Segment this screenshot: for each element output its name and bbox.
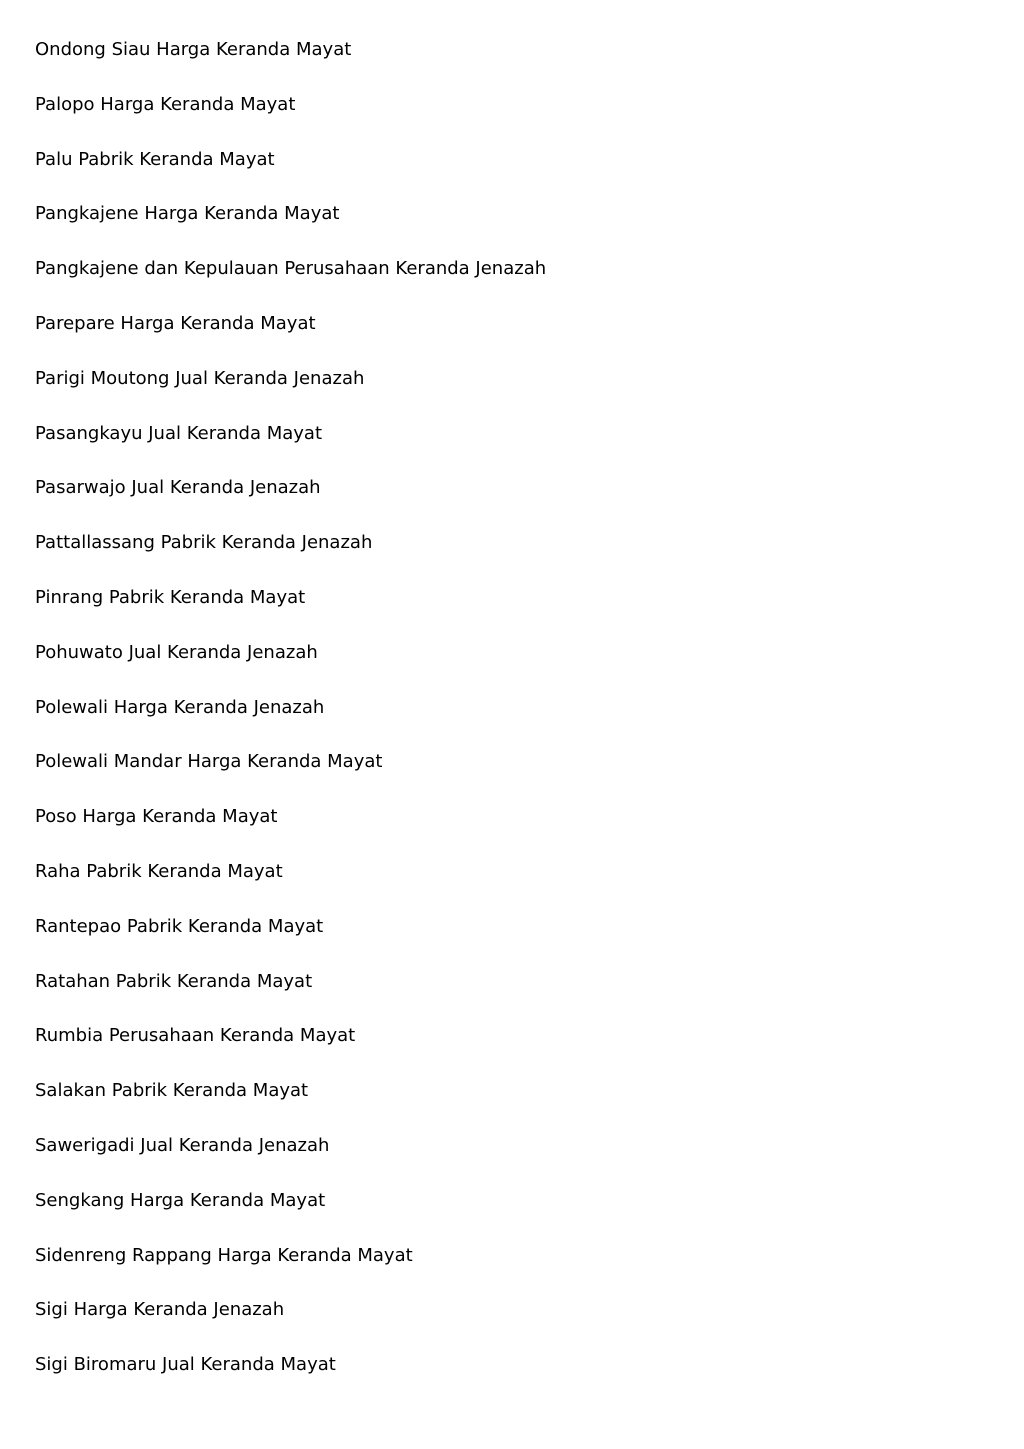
- entry-list: [35, 36, 995, 1406]
- list-item: Pangkajene Harga Keranda Mayat: [35, 203, 340, 225]
- list-item: Ratahan Pabrik Keranda Mayat: [35, 970, 313, 992]
- list-item: Sidenreng Rappang Harga Keranda Mayat: [35, 1244, 413, 1266]
- list-item: Rantepao Pabrik Keranda Mayat: [35, 915, 324, 937]
- list-item: Raha Pabrik Keranda Mayat: [35, 860, 283, 882]
- list-item: Sigi Biromaru Jual Keranda Mayat: [35, 1354, 336, 1376]
- list-item: Sengkang Harga Keranda Mayat: [35, 1189, 326, 1211]
- list-item: Pasangkayu Jual Keranda Mayat: [35, 422, 323, 444]
- list-item: Palu Pabrik Keranda Mayat: [35, 148, 275, 170]
- list-item: Palopo Harga Keranda Mayat: [35, 93, 296, 115]
- list-item: Sigi Harga Keranda Jenazah: [35, 1299, 285, 1321]
- list-item: Rumbia Perusahaan Keranda Mayat: [35, 1025, 356, 1047]
- list-item: Polewali Harga Keranda Jenazah: [35, 696, 325, 718]
- list-item: Parepare Harga Keranda Mayat: [35, 312, 316, 334]
- list-item: Pangkajene dan Kepulauan Perusahaan Keranda Jenazah: [35, 258, 547, 280]
- list-item: Pasarwajo Jual Keranda Jenazah: [35, 477, 321, 499]
- list-item: Pinrang Pabrik Keranda Mayat: [35, 586, 306, 608]
- list-item: Pohuwato Jual Keranda Jenazah: [35, 641, 318, 663]
- list-item: Pattallassang Pabrik Keranda Jenazah: [35, 532, 373, 554]
- list-item: Polewali Mandar Harga Keranda Mayat: [35, 751, 383, 773]
- list-item: Sawerigadi Jual Keranda Jenazah: [35, 1134, 330, 1156]
- list-item: Salakan Pabrik Keranda Mayat: [35, 1080, 309, 1102]
- list-item: Ondong Siau Harga Keranda Mayat: [35, 39, 352, 60]
- list-item: Parigi Moutong Jual Keranda Jenazah: [35, 367, 365, 389]
- list-item: Poso Harga Keranda Mayat: [35, 806, 278, 828]
